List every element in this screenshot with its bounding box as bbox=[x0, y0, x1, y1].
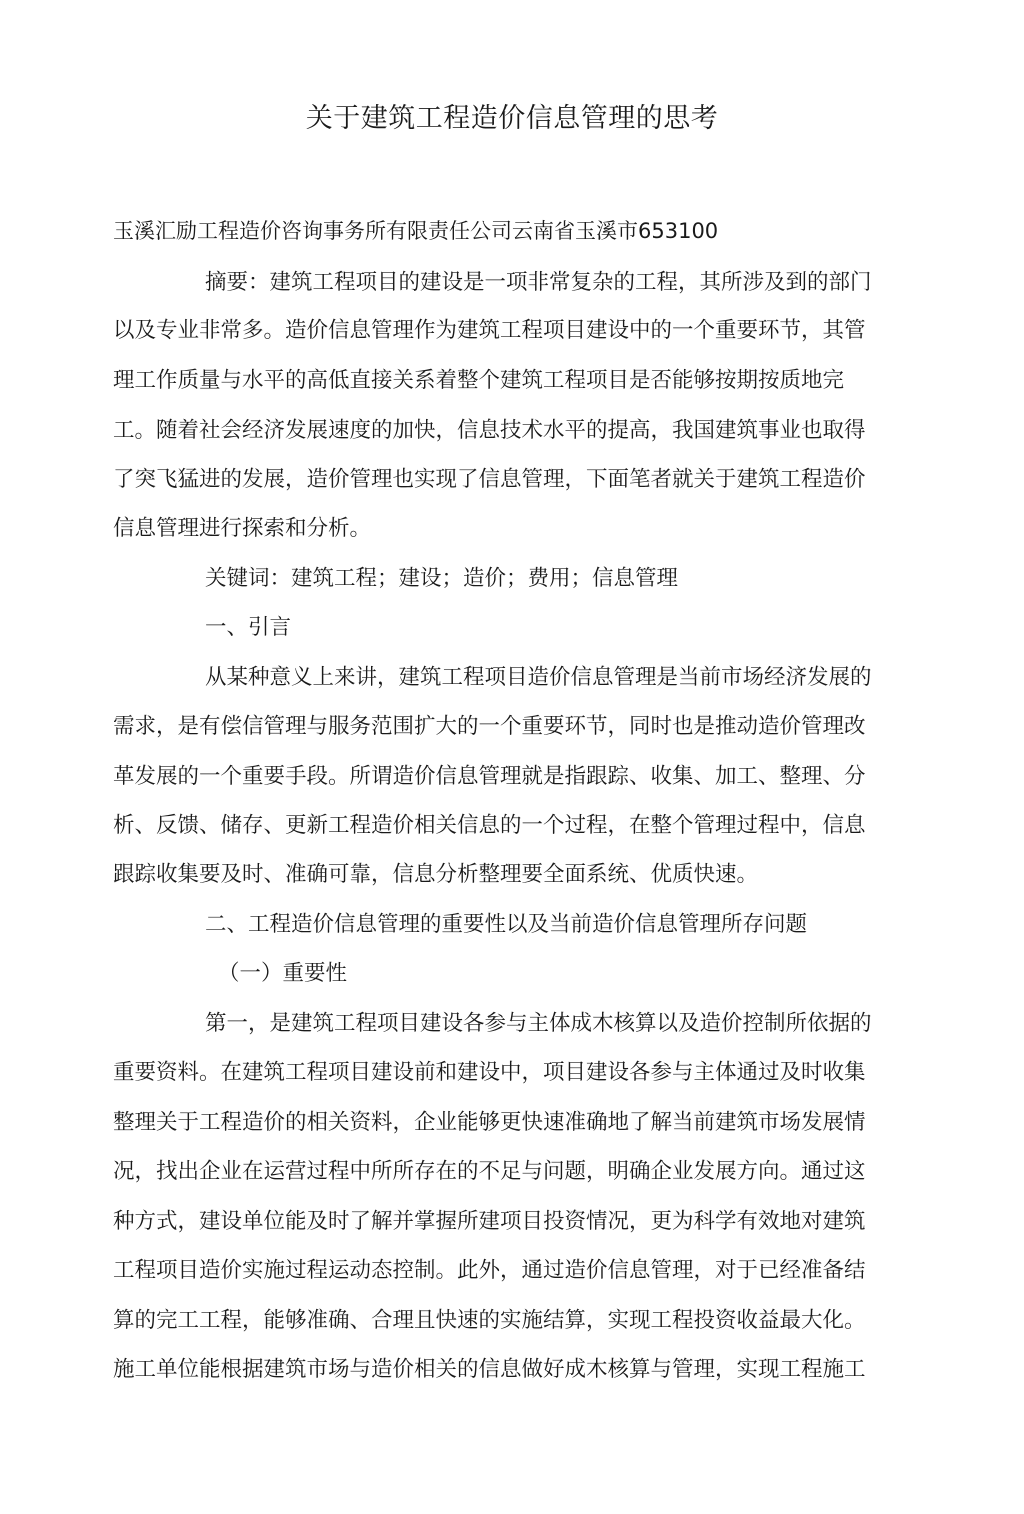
paragraph-line: 跟踪收集要及时、准确可靠，信息分析整理要全面系统、优质快速。 bbox=[113, 862, 759, 887]
paragraph-line: 种方式，建设单位能及时了解并掌握所建项目投资情况，更为科学有效地对建筑 bbox=[113, 1209, 866, 1234]
paragraph-line: 析、反馈、储存、更新工程造价相关信息的一个过程，在整个管理过程中，信息 bbox=[113, 813, 866, 838]
paragraph-line: 重要资料。在建筑工程项目建设前和建设中，项目建设各参与主体通过及时收集 bbox=[113, 1060, 866, 1085]
abstract-line: 信息管理进行探索和分析。 bbox=[113, 516, 372, 541]
abstract-line: 工。随着社会经济发展速度的加快，信息技术水平的提高，我国建筑事业也取得 bbox=[113, 418, 866, 443]
paragraph-line: 从某种意义上来讲，建筑工程项目造价信息管理是当前市场经济发展的 bbox=[205, 665, 872, 690]
abstract-line: 理工作质量与水平的高低直接关系着整个建筑工程项目是否能够按期按质地完 bbox=[113, 368, 845, 393]
subsection-heading: （一）重要性 bbox=[218, 961, 348, 986]
abstract-line: 了突飞猛进的发展，造价管理也实现了信息管理，下面笔者就关于建筑工程造价 bbox=[113, 467, 866, 492]
paragraph-line: 需求，是有偿信管理与服务范围扩大的一个重要环节，同时也是推动造价管理改 bbox=[113, 714, 866, 739]
section-heading: 一、引言 bbox=[205, 615, 292, 640]
paragraph-line: 整理关于工程造价的相关资料，企业能够更快速准确地了解当前建筑市场发展情 bbox=[113, 1110, 866, 1135]
abstract-line: 摘要：建筑工程项目的建设是一项非常复杂的工程，其所涉及到的部门 bbox=[205, 270, 872, 295]
paragraph-line: 第一，是建筑工程项目建设各参与主体成木核算以及造价控制所依据的 bbox=[205, 1011, 872, 1036]
paragraph-line: 况，找出企业在运营过程中所所存在的不足与问题，明确企业发展方向。通过这 bbox=[113, 1159, 866, 1184]
author-affiliation: 玉溪汇励工程造价咨询事务所有限责任公司云南省玉溪市653100 bbox=[113, 219, 719, 243]
abstract-line: 以及专业非常多。造价信息管理作为建筑工程项目建设中的一个重要环节，其管 bbox=[113, 318, 866, 343]
paragraph-line: 革发展的一个重要手段。所谓造价信息管理就是指跟踪、收集、加工、整理、分 bbox=[113, 764, 866, 789]
keywords-line: 关键词：建筑工程；建设；造价；费用；信息管理 bbox=[205, 566, 679, 591]
paragraph-line: 算的完工工程，能够准确、合理且快速的实施结算，实现工程投资收益最大化。 bbox=[113, 1308, 866, 1333]
document-title: 关于建筑工程造价信息管理的思考 bbox=[305, 103, 719, 134]
paragraph-line: 工程项目造价实施过程运动态控制。此外，通过造价信息管理，对于已经准备结 bbox=[113, 1258, 866, 1283]
paragraph-line: 施工单位能根据建筑市场与造价相关的信息做好成木核算与管理，实现工程施工 bbox=[113, 1357, 866, 1382]
section-heading: 二、工程造价信息管理的重要性以及当前造价信息管理所存问题 bbox=[205, 912, 808, 937]
